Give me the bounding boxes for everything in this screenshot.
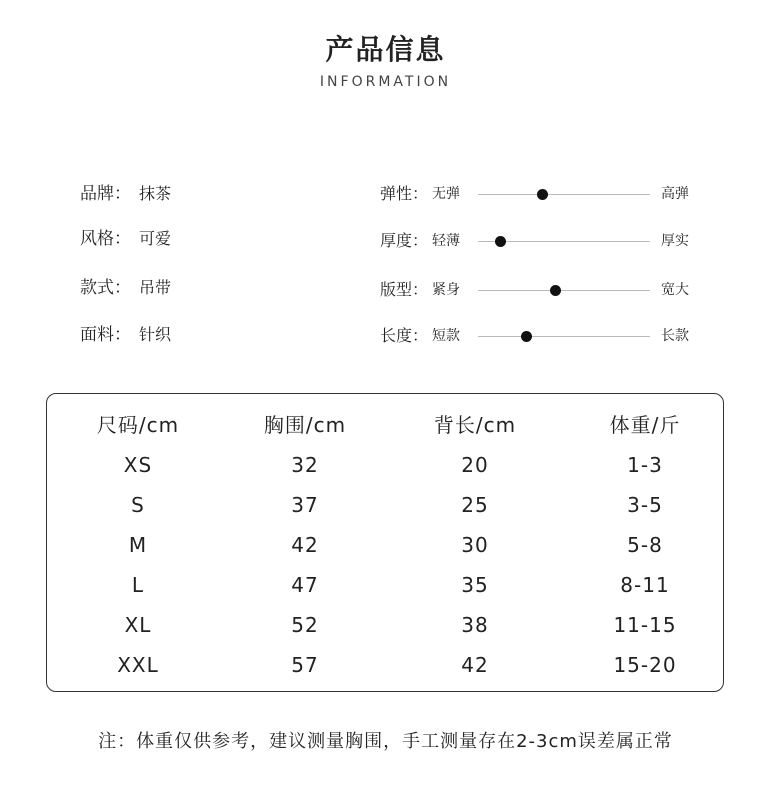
scale-fit <box>380 278 710 302</box>
table-cell-size: S <box>131 493 145 517</box>
table-cell-chest: 57 <box>291 653 319 677</box>
table-cell-chest: 47 <box>291 573 319 597</box>
attribute-value: 可爱 <box>139 229 172 248</box>
table-cell-size: XL <box>124 613 152 637</box>
scale-indicator <box>521 331 532 342</box>
table-cell-weight: 8-11 <box>620 573 670 597</box>
scale-indicator <box>550 285 561 296</box>
table-cell-weight: 5-8 <box>627 533 663 557</box>
scale-track <box>478 290 650 291</box>
table-cell-back-length: 38 <box>461 613 489 637</box>
table-cell-weight: 1-3 <box>627 453 663 477</box>
scale-low-label: 紧身 <box>432 282 460 298</box>
scale-label: 长度： <box>380 326 429 345</box>
scale-low-label: 轻薄 <box>432 233 460 249</box>
size-note: 注：体重仅供参考，建议测量胸围，手工测量存在2-3cm误差属正常 <box>98 731 673 752</box>
table-cell-size: XXL <box>117 653 159 677</box>
table-cell-size: XS <box>123 453 153 477</box>
size-table <box>46 393 724 692</box>
page-subtitle: INFORMATION <box>319 74 452 90</box>
scale-track <box>478 194 650 195</box>
table-cell-chest: 37 <box>291 493 319 517</box>
scale-label: 弹性： <box>380 184 429 203</box>
attribute-type <box>80 276 171 300</box>
table-cell-size: M <box>128 533 148 557</box>
table-cell-back-length: 30 <box>461 533 489 557</box>
scale-high-label: 厚实 <box>661 233 689 249</box>
table-header-chest: 胸围/cm <box>263 413 347 437</box>
table-cell-size: L <box>131 573 145 597</box>
table-header-back-length: 背长/cm <box>433 413 517 437</box>
scale-high-label: 长款 <box>661 328 689 344</box>
scale-label: 厚度： <box>380 231 429 250</box>
scale-track <box>478 241 650 242</box>
scale-indicator <box>537 189 548 200</box>
scale-low-label: 无弹 <box>432 186 460 202</box>
table-header-size: 尺码/cm <box>96 413 180 437</box>
table-cell-back-length: 20 <box>461 453 489 477</box>
page-title: 产品信息 <box>325 33 446 66</box>
attribute-fabric <box>80 323 171 347</box>
scale-high-label: 宽大 <box>661 282 689 298</box>
table-cell-back-length: 35 <box>461 573 489 597</box>
scale-thickness <box>380 229 710 253</box>
table-cell-weight: 15-20 <box>613 653 677 677</box>
attribute-value: 抹茶 <box>139 184 172 203</box>
attribute-value: 针织 <box>139 325 172 344</box>
table-header-weight: 体重/斤 <box>609 413 681 437</box>
scale-low-label: 短款 <box>432 328 460 344</box>
table-cell-chest: 42 <box>291 533 319 557</box>
scale-indicator <box>495 236 506 247</box>
scale-label: 版型： <box>380 280 429 299</box>
table-cell-chest: 32 <box>291 453 319 477</box>
table-cell-chest: 52 <box>291 613 319 637</box>
scale-track <box>478 336 650 337</box>
table-cell-back-length: 25 <box>461 493 489 517</box>
scale-elasticity <box>380 182 710 206</box>
attribute-value: 吊带 <box>139 278 172 297</box>
table-cell-weight: 3-5 <box>627 493 663 517</box>
attribute-label: 款式： <box>80 278 131 298</box>
attribute-label: 面料： <box>80 325 131 345</box>
attribute-label: 风格： <box>80 229 131 249</box>
scale-high-label: 高弹 <box>661 186 689 202</box>
attribute-brand <box>80 182 171 206</box>
scale-length <box>380 324 710 348</box>
table-cell-weight: 11-15 <box>613 613 677 637</box>
table-cell-back-length: 42 <box>461 653 489 677</box>
attribute-label: 品牌： <box>80 184 131 204</box>
attribute-style <box>80 227 171 251</box>
